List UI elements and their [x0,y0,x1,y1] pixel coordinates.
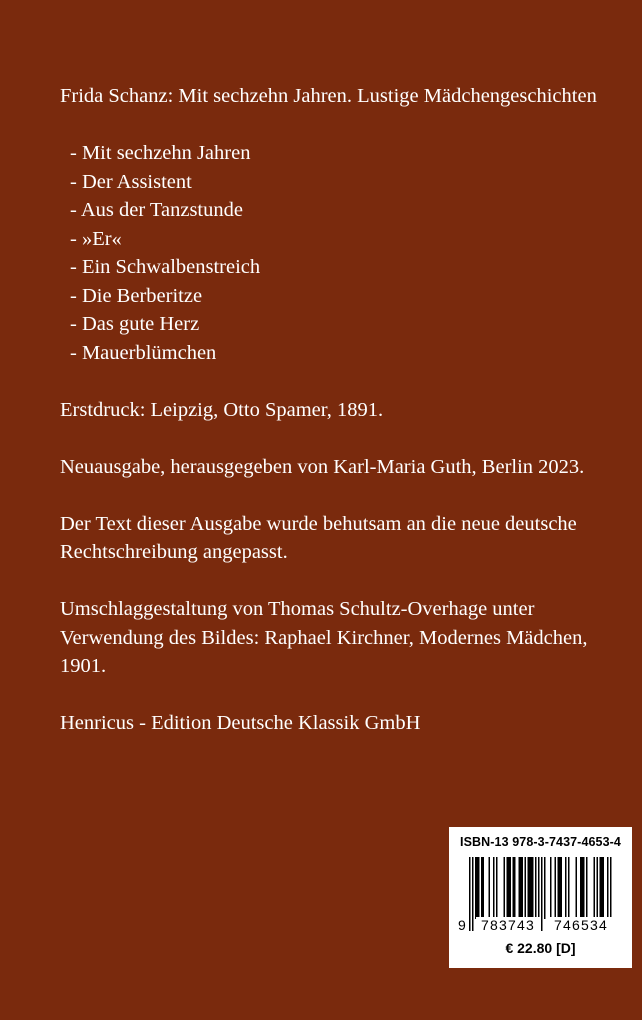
contents-item: - »Er« [70,225,620,254]
new-edition-note: Neuausgabe, herausgegeben von Karl-Maria Guth, Berlin 2023. [60,455,585,478]
barcode-bar [559,857,561,919]
barcode-bar [477,857,479,919]
barcode-bar [520,857,522,919]
barcode-digit-first: 9 [458,917,466,933]
contents-item: - Das gute Herz [70,310,620,339]
first-print-note: Erstdruck: Leipzig, Otto Spamer, 1891. [60,398,384,421]
barcode-bar [504,857,506,919]
barcode-bar [601,857,603,919]
barcode-bar [507,857,509,919]
barcode-bar [531,857,533,919]
barcode-bar [580,857,582,919]
barcode-bar [600,857,602,919]
imprint-text [60,82,620,766]
barcode-bar [594,857,596,919]
barcode-bar [532,857,534,919]
contents-item: - Die Berberitze [70,282,620,311]
isbn-number: ISBN-13 978-3-7437-4653-4 [460,835,621,849]
cover-design-credit: Umschlaggestaltung von Thomas Schultz-Overhage unter Verwendung des Bildes: Raphael Kirchner, Modernes Mädchen, 1901. [60,598,588,677]
barcode-bar [493,857,495,919]
contents-item: - Mauerblümchen [70,339,620,368]
barcode-bar [489,857,491,919]
barcode-bar [603,857,605,919]
barcode-bar [496,857,498,919]
barcode-bar [558,857,560,919]
contents-item: - Ein Schwalbenstreich [70,253,620,282]
isbn-barcode-label [449,827,632,968]
barcode-bar [483,857,485,919]
barcode-bar [561,857,563,919]
book-title-line: Frida Schanz: Mit sechzehn Jahren. Lustige Mädchengeschichten [60,85,597,107]
barcode-bar [541,857,543,931]
barcode-bar [597,857,599,919]
barcode-bar [514,857,516,919]
barcode-bar [576,857,578,919]
barcode-bar [529,857,531,919]
barcode-bar [481,857,483,919]
barcode-bar [472,857,474,931]
barcode-bar [582,857,584,919]
barcode-bar [469,857,471,931]
barcode-bar [513,857,515,919]
barcode-bar [475,857,477,919]
contents-item: - Aus der Tanzstunde [70,196,620,225]
barcode-bar [508,857,510,919]
barcode-digits-right: 746534 [549,917,613,933]
barcode-bar [522,857,524,919]
barcode-bar [568,857,570,919]
barcode-bar [544,857,546,919]
barcode-bar [528,857,530,919]
contents-item: - Mit sechzehn Jahren [70,139,620,168]
barcode-bar [555,857,557,919]
barcode-digits-left: 783743 [476,917,540,933]
barcode-bar [510,857,512,919]
barcode-bar [586,857,588,919]
barcode-bar [525,857,527,919]
barcode-bar [478,857,480,919]
barcode-bar [550,857,552,919]
price-label: € 22.80 [D] [505,940,576,956]
spelling-note: Der Text dieser Ausgabe wurde behutsam an die neue deutsche Rechtschreibung angepasst. [60,512,577,563]
contents-item: - Der Assistent [70,168,620,197]
barcode-bar [565,857,567,919]
publisher-name: Henricus - Edition Deutsche Klassik GmbH [60,712,421,734]
contents-list [60,139,620,367]
barcode-bar [535,857,537,919]
barcode-bar [519,857,521,919]
barcode-bar [583,857,585,919]
